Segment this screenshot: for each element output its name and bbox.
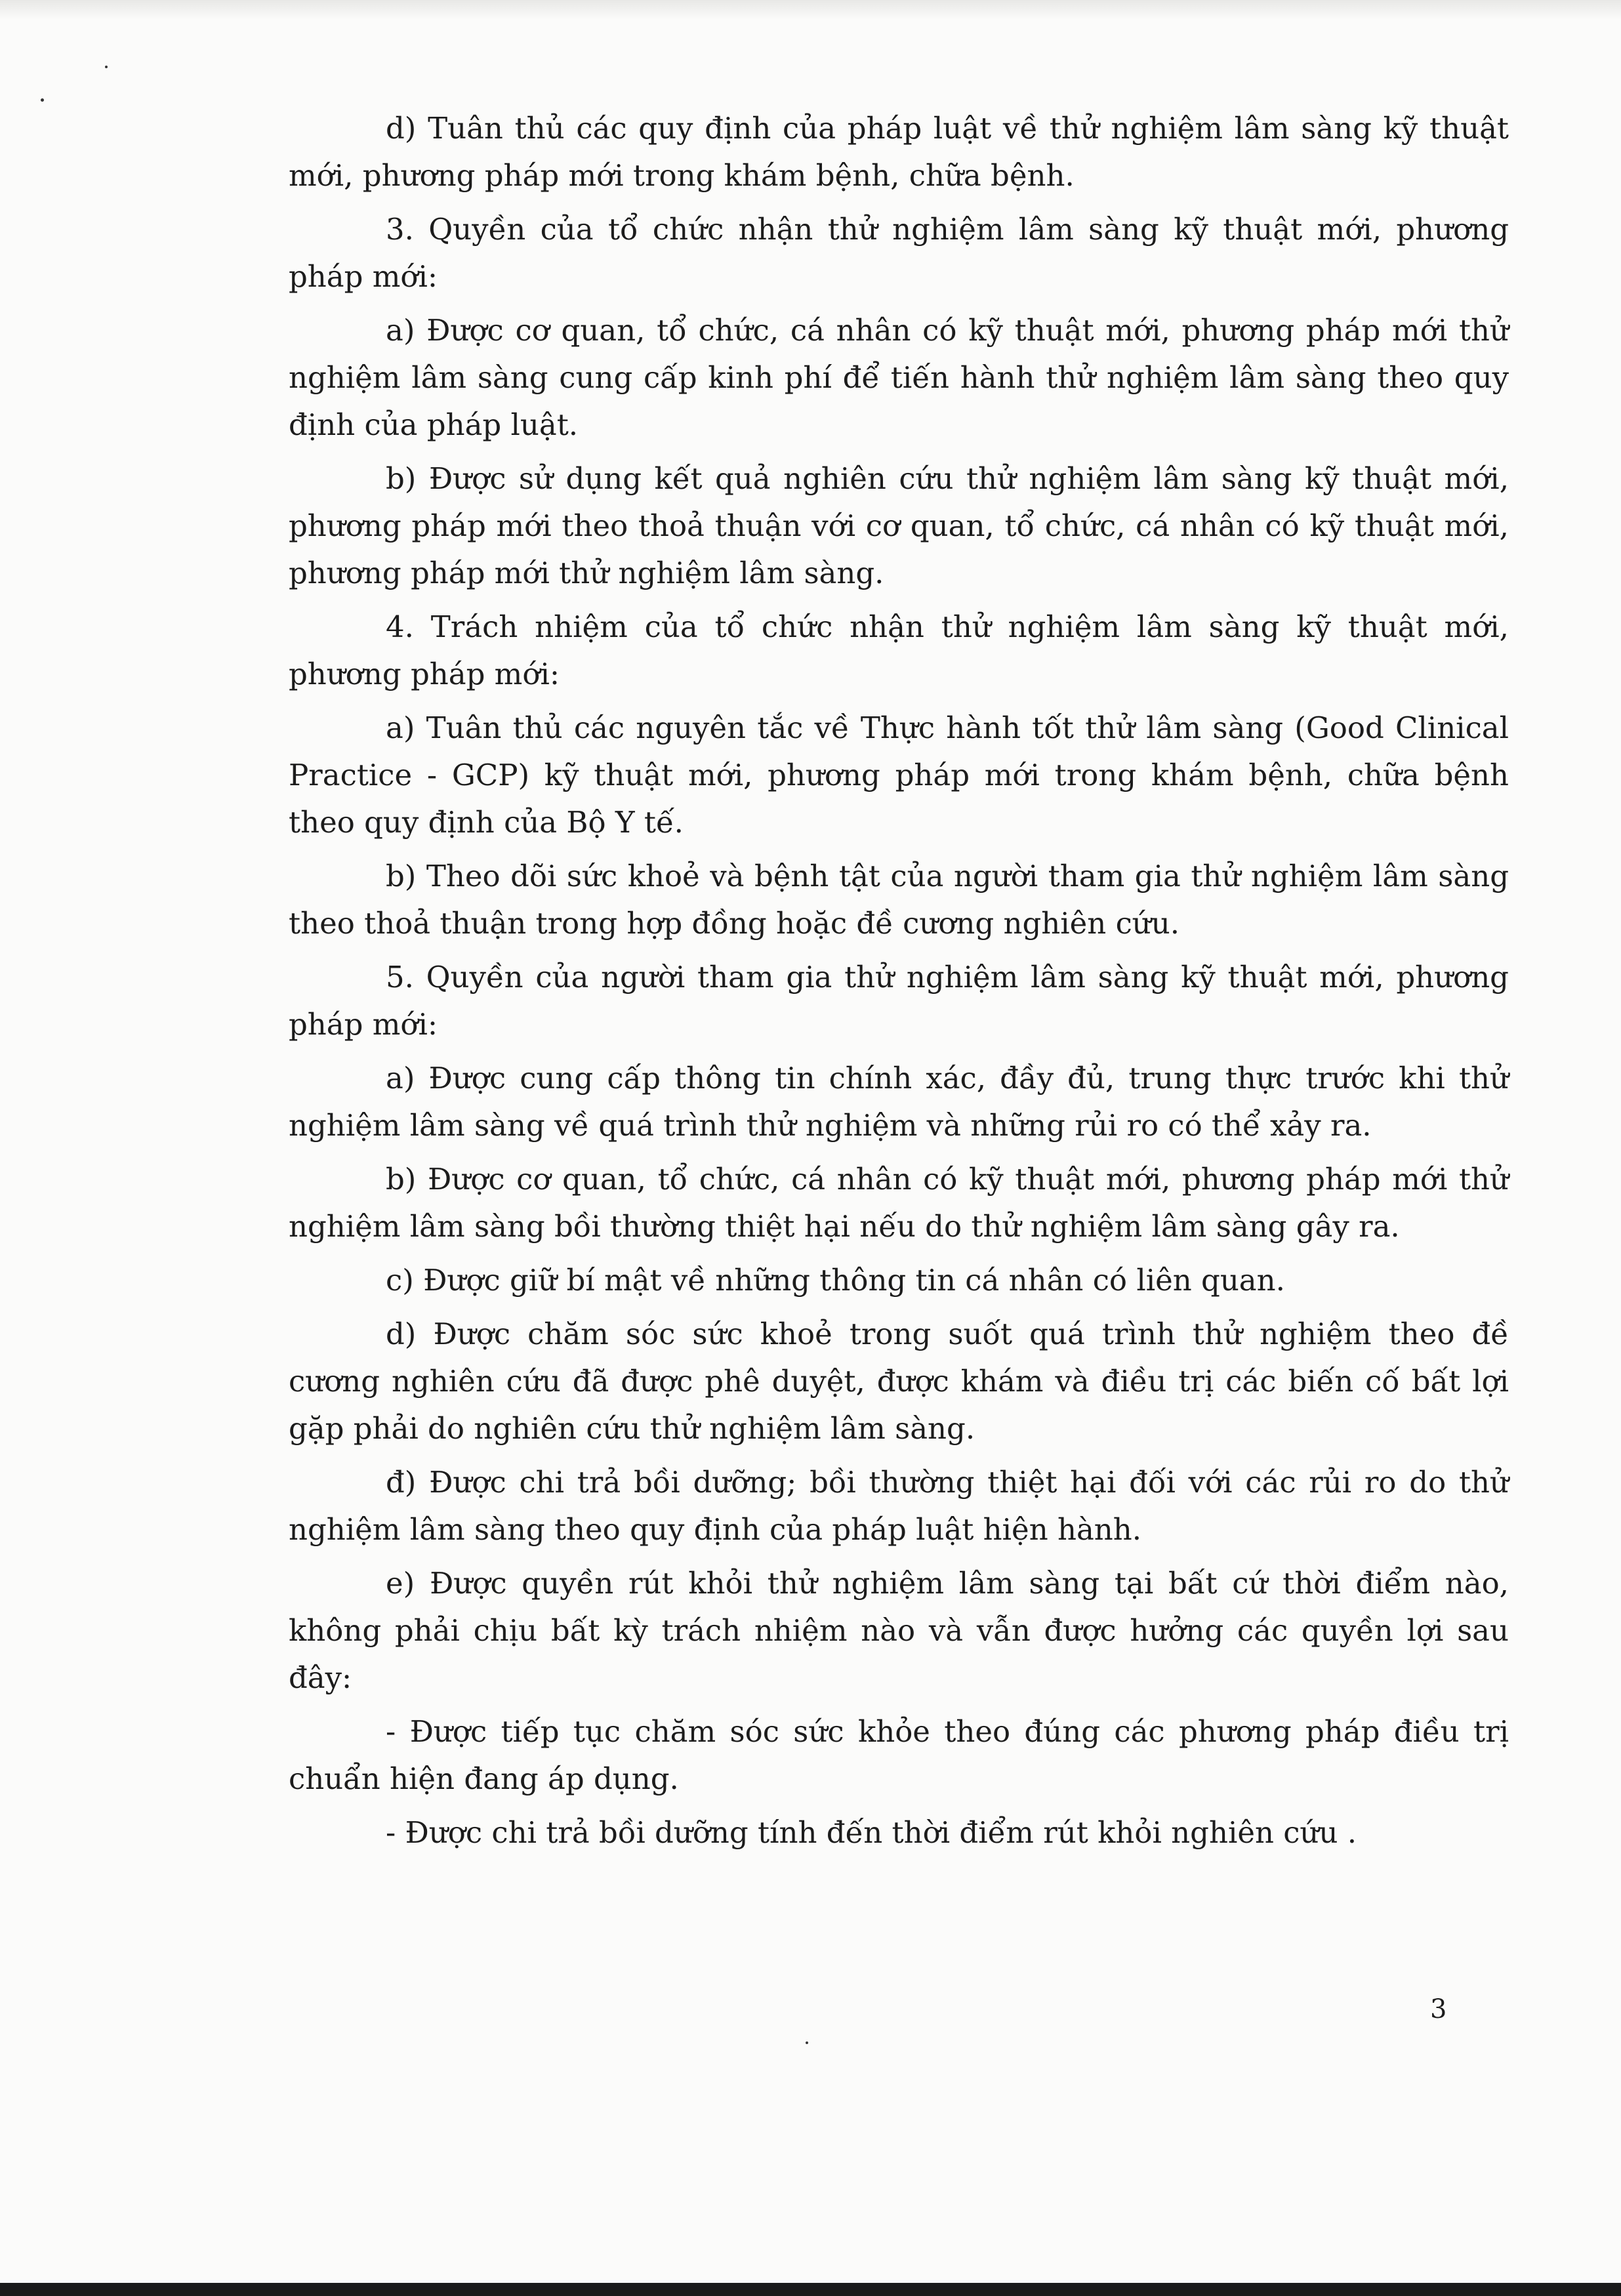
- scan-edge-top: [0, 0, 1621, 20]
- paragraph: b) Được cơ quan, tổ chức, cá nhân có kỹ thuật mới, phương pháp mới thử nghiệm lâm sàng bồi thường thiệt hại nếu do thử nghiệm lâm sàng gây ra.: [289, 1162, 1509, 1244]
- paragraph: e) Được quyền rút khỏi thử nghiệm lâm sàng tại bất cứ thời điểm nào, không phải chịu bất kỳ trách nhiệm nào và vẫn được hưởng các quyền lợi sau đây:: [289, 1566, 1509, 1695]
- paragraph: b) Theo dõi sức khoẻ và bệnh tật của người tham gia thử nghiệm lâm sàng theo thoả thuận trong hợp đồng hoặc đề cương nghiên cứu.: [289, 859, 1509, 941]
- page-number: 3: [1430, 1994, 1447, 2024]
- paragraph: a) Được cơ quan, tổ chức, cá nhân có kỹ thuật mới, phương pháp mới thử nghiệm lâm sàng cung cấp kinh phí để tiến hành thử nghiệm lâm sàng theo quy định của pháp luật.: [289, 313, 1509, 442]
- paragraph: - Được chi trả bồi dưỡng tính đến thời điểm rút khỏi nghiên cứu .: [386, 1815, 1357, 1850]
- paragraph: b) Được sử dụng kết quả nghiên cứu thử nghiệm lâm sàng kỹ thuật mới, phương pháp mới theo thoả thuận với cơ quan, tổ chức, cá nhân có kỹ thuật mới, phương pháp mới thử nghiệm lâm sàng.: [289, 461, 1509, 590]
- document-body: [289, 105, 1509, 1863]
- paragraph: 4. Trách nhiệm của tổ chức nhận thử nghiệm lâm sàng kỹ thuật mới, phương pháp mới:: [289, 609, 1509, 691]
- paragraph: a) Được cung cấp thông tin chính xác, đầy đủ, trung thực trước khi thử nghiệm lâm sàng về quá trình thử nghiệm và những rủi ro có thể xảy ra.: [289, 1061, 1509, 1143]
- paragraph: 5. Quyền của người tham gia thử nghiệm lâm sàng kỹ thuật mới, phương pháp mới:: [289, 960, 1509, 1042]
- paragraph: d) Được chăm sóc sức khoẻ trong suốt quá trình thử nghiệm theo đề cương nghiên cứu đã được phê duyệt, được khám và điều trị các biến cố bất lợi gặp phải do nghiên cứu thử nghiệm lâm sàng.: [289, 1317, 1509, 1446]
- scan-speck: [806, 2041, 808, 2044]
- paragraph: c) Được giữ bí mật về những thông tin cá nhân có liên quan.: [386, 1263, 1285, 1298]
- scan-edge-bottom: [0, 2283, 1621, 2296]
- paragraph: đ) Được chi trả bồi dưỡng; bồi thường thiệt hại đối với các rủi ro do thử nghiệm lâm sàng theo quy định của pháp luật hiện hành.: [289, 1465, 1509, 1547]
- paragraph: - Được tiếp tục chăm sóc sức khỏe theo đúng các phương pháp điều trị chuẩn hiện đang áp dụng.: [289, 1714, 1509, 1796]
- scan-speck: [41, 98, 44, 102]
- paragraph: d) Tuân thủ các quy định của pháp luật về thử nghiệm lâm sàng kỹ thuật mới, phương pháp mới trong khám bệnh, chữa bệnh.: [289, 111, 1509, 193]
- paragraph: 3. Quyền của tổ chức nhận thử nghiệm lâm sàng kỹ thuật mới, phương pháp mới:: [289, 212, 1509, 294]
- scan-speck: [105, 66, 108, 68]
- paragraph: a) Tuân thủ các nguyên tắc về Thực hành tốt thử lâm sàng (Good Clinical Practice - GCP) kỹ thuật mới, phương pháp mới trong khám bệnh, chữa bệnh theo quy định của Bộ Y tế.: [289, 710, 1509, 840]
